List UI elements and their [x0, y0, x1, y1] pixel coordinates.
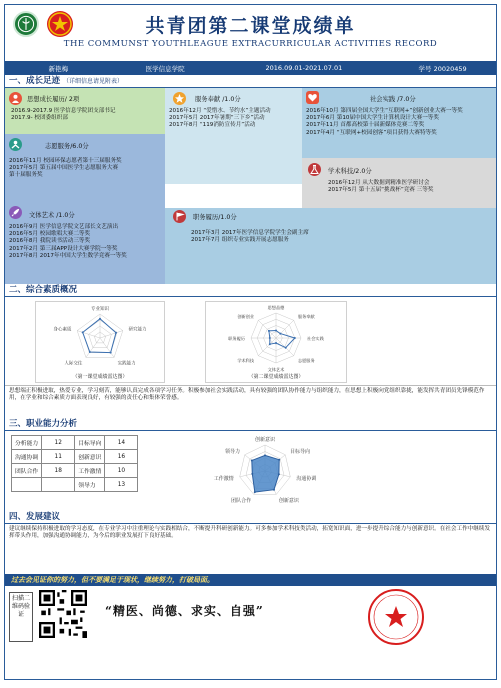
radar-axis-label: 目标导向: [290, 449, 311, 455]
table-row: [12, 478, 138, 492]
growth-note: （详细信息请见附表）: [62, 78, 123, 85]
slogan-bar: 过去会见证你的努力，但不要满足于现状，继续努力，打破局面。: [5, 574, 496, 586]
transcript-page: [4, 4, 497, 680]
card-line: 2017年5月 第五届中国医学生志愿服务大赛: [9, 165, 119, 172]
card-volunteer-title: 志愿服务/6.0分: [45, 143, 89, 150]
radar-axis-label: 社会实践: [307, 336, 324, 341]
info-bar: [5, 61, 496, 75]
page-subtitle: THE COMMUNST YOUTHLEAGUE EXTRACURRICULAR ACTIVITIES RECORD: [63, 39, 438, 49]
card-work: [165, 208, 497, 284]
card-line: 2017年11月 首都高校第十届新媒体竞赛二等奖: [306, 122, 425, 129]
student-college: 医学信息学院: [145, 64, 185, 73]
radar-point: [254, 491, 256, 493]
header: [5, 5, 496, 61]
radar-axis-label: 团队合作: [231, 497, 252, 504]
card-line: 2016年8月 我院读书活动三等奖: [9, 238, 91, 245]
ability-name: [12, 478, 42, 492]
career-ability: [5, 431, 496, 511]
radar-axis-label: 创新意识: [278, 497, 299, 504]
record-period: 2016.09.01-2021.07.01: [265, 64, 343, 72]
career-table: [11, 435, 138, 492]
radar-series-area: [269, 331, 295, 348]
ability-score: 10: [105, 464, 138, 478]
ability-name: 工作激情: [75, 464, 105, 478]
radar-charts: [5, 297, 496, 386]
card-line: 2017年3月 2017年医学信息学院学生会副主席: [191, 230, 309, 236]
radar-axis-label: 实践能力: [117, 361, 136, 367]
radar-axis-label: 专业知识: [91, 307, 109, 312]
qr-code-icon[interactable]: [39, 590, 87, 638]
radar-point: [269, 343, 271, 345]
card-line: 2017.9- 校团委组织部: [11, 115, 68, 122]
first-class-radar-box: [35, 301, 165, 383]
card-line: 2017年6月 第10届中国大学生计算机设计大赛一等奖: [306, 115, 439, 122]
radar-point: [278, 473, 280, 475]
second-class-radar-box: [205, 301, 347, 383]
ability-score: 18: [42, 464, 75, 478]
card-line: 2016.9-2017.9 医学信息学院团支部书记: [11, 108, 116, 114]
student-id-field: [389, 64, 496, 73]
radar-axis-label: 研究能力: [128, 327, 147, 333]
right-chart-caption: （第二课堂成绩雷达图）: [248, 374, 304, 380]
first-class-radar-chart: [36, 302, 164, 372]
student-id-label: 学号: [418, 64, 432, 73]
ability-name: 沟通协调: [12, 450, 42, 464]
person-icon: [9, 92, 22, 105]
radar-axis-label: 创新创业: [237, 314, 255, 320]
radar-point: [273, 489, 275, 491]
radar-point: [294, 337, 296, 339]
table-row: [12, 450, 138, 464]
radar-axis-label: 人际交往: [64, 361, 83, 367]
radar-point: [251, 473, 253, 475]
radar-point: [115, 332, 117, 334]
left-chart-caption: （第一课堂成绩雷达图）: [72, 374, 128, 380]
radar-axis-label: 身心素质: [53, 327, 72, 333]
section-career-heading: 三、职业能力分析: [5, 418, 496, 431]
card-volunteer: [5, 134, 165, 202]
card-line: 2016年12月 “爱惜水、节约水”主题活动: [169, 108, 271, 114]
radar-point: [278, 459, 280, 461]
development-advice: 建议继续保持积极进取的学习态度，在专业学习中注重理论与实践相结合，不断提升科研创新能力。可多参加学术科技类活动，拓宽知识面，进一步提升综合能力与创新意识。在社会工作中继续发挥带头作用，加强沟通协调能力，为今后的职业发展打下良好基础。: [9, 526, 491, 539]
radar-axis-label: 思想品德: [267, 305, 285, 310]
ability-name: 领导力: [75, 478, 105, 492]
ability-score: 14: [105, 436, 138, 450]
student-name: 新艳梅: [48, 64, 69, 73]
radar-axis-label: 文体艺术: [267, 367, 285, 372]
radar-point: [89, 351, 91, 353]
career-radar-chart: [185, 433, 345, 509]
card-thought-title: 思想成长履历/ 2项: [27, 96, 80, 103]
card-practice: [302, 88, 497, 158]
growth-grid: [5, 88, 496, 284]
card-work-title: 职务履历/1.0分: [193, 214, 237, 221]
ability-score: 12: [42, 436, 75, 450]
card-line: 2017年8月 2017年中国大学生数学竞赛一等奖: [9, 252, 127, 259]
card-line: 2017年5月 第十五届“挑战杯”竞赛 三等奖: [328, 187, 434, 194]
card-line: 2017年7月 组织专业实践开展志愿服务: [191, 237, 289, 244]
table-row: [12, 436, 138, 450]
radar-series-area: [83, 319, 116, 353]
ability-name: 目标导向: [75, 436, 105, 450]
card-service: [165, 88, 302, 184]
radar-point: [99, 318, 101, 320]
table-row: [12, 464, 138, 478]
ability-name: 团队合作: [12, 464, 42, 478]
radar-point: [251, 460, 253, 462]
card-tech-title: 学术科技/2.0分: [328, 168, 372, 175]
radar-point: [268, 330, 270, 332]
volunteer-icon: [9, 138, 22, 151]
card-line: 2017年2月 第三届APP设计大赛学院一等奖: [9, 245, 118, 252]
rocket-icon: [9, 206, 22, 219]
radar-axis-label: 志愿服务: [297, 357, 315, 363]
flag-icon: [173, 210, 186, 223]
radar-axis-label: 创新意识: [254, 437, 276, 443]
radar-series-area: [252, 455, 279, 492]
official-seal-icon: [367, 588, 425, 646]
radar-point: [279, 333, 281, 335]
card-line: 2017年5月 2017年暑期“三下乡”活动: [169, 115, 265, 122]
section-quality-heading: 二、综合素质概况: [5, 284, 496, 297]
radar-point: [269, 337, 271, 339]
card-line: 2017年4月 “互联网+校园创客”项目获得大赛特等奖: [306, 129, 437, 136]
ability-name: 分析能力: [12, 436, 42, 450]
ability-score: [42, 478, 75, 492]
radar-point: [285, 347, 287, 349]
radar-axis-label: 学术科技: [237, 357, 255, 363]
radar-point: [275, 342, 277, 344]
card-practice-title: 社会实践 /7.0分: [370, 96, 416, 103]
radar-axis-label: 服务奉献: [297, 314, 315, 320]
star-icon: [173, 92, 186, 105]
ability-score: 13: [105, 478, 138, 492]
card-thought: [5, 88, 165, 134]
radar-point: [82, 331, 84, 333]
card-culture-title: 文体艺术 /1.0分: [29, 212, 75, 219]
flask-icon: [308, 163, 321, 176]
page-title: 共青团第二课堂成绩单: [145, 15, 356, 37]
radar-axis-label: 沟通协调: [296, 476, 317, 483]
radar-point: [275, 330, 277, 332]
card-line: 2016年5月 校园歌唱大赛二等奖: [9, 231, 91, 238]
card-line: 2016年11月 校园环保志愿者第十三届服务奖: [9, 158, 122, 164]
card-tech: [302, 158, 497, 208]
scan-label: 扫描二维码验证: [9, 592, 33, 642]
second-class-radar-chart: [206, 302, 346, 372]
card-line: 2017年8月 “119消防宣传月”活动: [169, 122, 256, 129]
quality-summary: 思想端正积极进取，热爱专业，学习刻苦，能够认真完成各项学习任务。积极参加社会实践活动，具有较强的团队协作能力与组织能力，在思想上积极向党组织靠拢，能发挥共青团员先锋模范作用，在学业和综合素质方面表现良好，有较强的责任心和集体荣誉感。: [9, 388, 485, 401]
card-line: 2016年10月 第四届全国大学生“互联网+”创新创业大赛一等奖: [306, 108, 463, 114]
student-id: 20020459: [433, 64, 467, 73]
card-culture: [5, 202, 165, 284]
radar-point: [264, 454, 266, 456]
school-motto: “精医、尚德、求实、自强”: [105, 604, 264, 618]
radar-axis-label: 工作激情: [213, 476, 234, 483]
section-growth-heading: 一、成长足迹 （详细信息请见附表）: [5, 75, 496, 88]
radar-axis-label: 职务履历: [228, 336, 245, 341]
card-line: 第十届服务奖: [9, 172, 43, 179]
section-development-heading: 四、发展建议: [5, 511, 496, 524]
footer: [5, 586, 496, 648]
ability-score: 11: [42, 450, 75, 464]
radar-point: [110, 352, 112, 354]
heart-icon: [306, 91, 319, 104]
card-line: 2016年12月 从大数据到精准医学研讨会: [328, 180, 430, 186]
ability-name: 创新意识: [75, 450, 105, 464]
ability-score: 16: [105, 450, 138, 464]
card-service-title: 服务奉献 /1.0分: [195, 96, 241, 103]
card-line: 2016年9月 医学信息学院文艺部长文艺演出: [9, 224, 119, 230]
radar-axis-label: 领导力: [224, 449, 240, 455]
